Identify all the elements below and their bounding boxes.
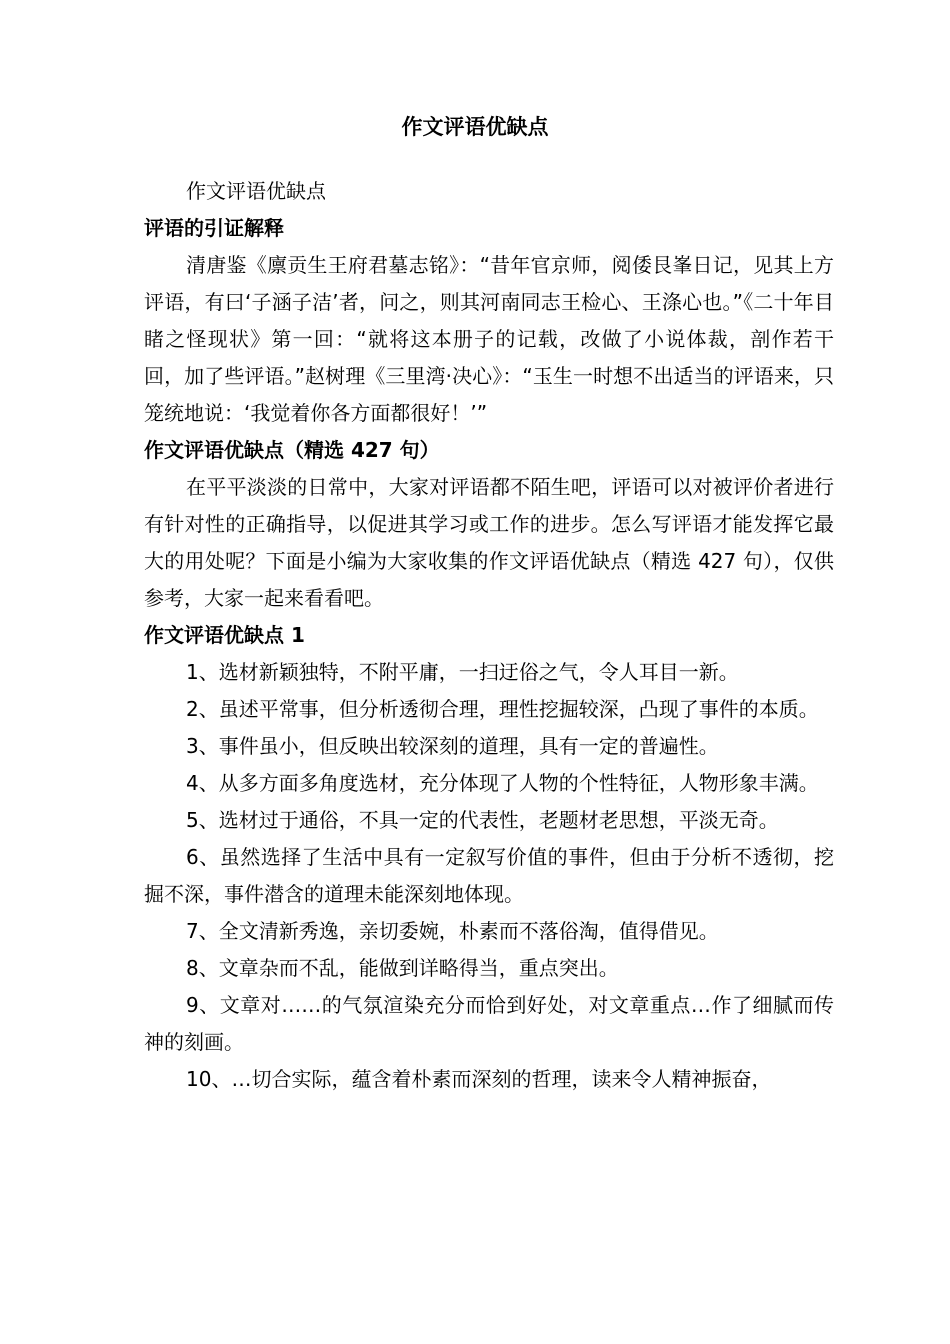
section-heading-selected: 作文评语优缺点（精选 427 句） [144,438,440,462]
section-heading-citation: 评语的引证解释 [144,216,284,240]
list-item: 2、虽述平常事，但分析透彻合理，理性挖掘较深，凸现了事件的本质。 [186,697,819,721]
document-body [144,173,834,1098]
subtitle: 作文评语优缺点 [186,179,326,203]
list-item: 6、虽然选择了生活中具有一定叙写价值的事件，但由于分析不透彻，挖掘不深，事件潜含的道理未能深刻地体现。 [144,845,834,906]
list-item: 1、选材新颖独特，不附平庸，一扫迂俗之气，令人耳目一新。 [186,660,739,684]
list-item: 4、从多方面多角度选材，充分体现了人物的个性特征，人物形象丰满。 [186,771,819,795]
document-title: 作文评语优缺点 [401,115,549,139]
paragraph-citation: 清唐鉴《廪贡生王府君墓志铭》：“昔年官京师，阅倭艮峯日记，见其上方评语，有曰‘子涵子洁’者，问之，则其河南同志王检心、王涤心也。”《二十年目睹之怪现状》第一回：“就将这本册子的记载，改做了小说体裁，剖作若干回，加了些评语。”赵树理《三里湾·决心》：“玉生一时想不出适当的评语来，只笼统地说：‘我觉着你各方面都很好！’” [144,253,834,425]
paragraph-intro: 在平平淡淡的日常中，大家对评语都不陌生吧，评语可以对被评价者进行有针对性的正确指导，以促进其学习或工作的进步。怎么写评语才能发挥它最大的用处呢？下面是小编为大家收集的作文评语优缺点（精选 427 句），仅供参考，大家一起来看看吧。 [144,475,834,610]
section-heading-part-1: 作文评语优缺点 1 [144,623,305,647]
list-item: 10、…切合实际，蕴含着朴素而深刻的哲理，读来令人精神振奋， [186,1067,772,1091]
list-item: 3、事件虽小，但反映出较深刻的道理，具有一定的普遍性。 [186,734,719,758]
list-item: 7、全文清新秀逸，亲切委婉，朴素而不落俗淘，值得借见。 [186,919,719,943]
list-item: 9、文章对……的气氛渲染充分而恰到好处，对文章重点…作了细腻而传神的刻画。 [144,993,834,1054]
list-item: 8、文章杂而不乱，能做到详略得当，重点突出。 [186,956,619,980]
list-item: 5、选材过于通俗，不具一定的代表性，老题材老思想，平淡无奇。 [186,808,779,832]
